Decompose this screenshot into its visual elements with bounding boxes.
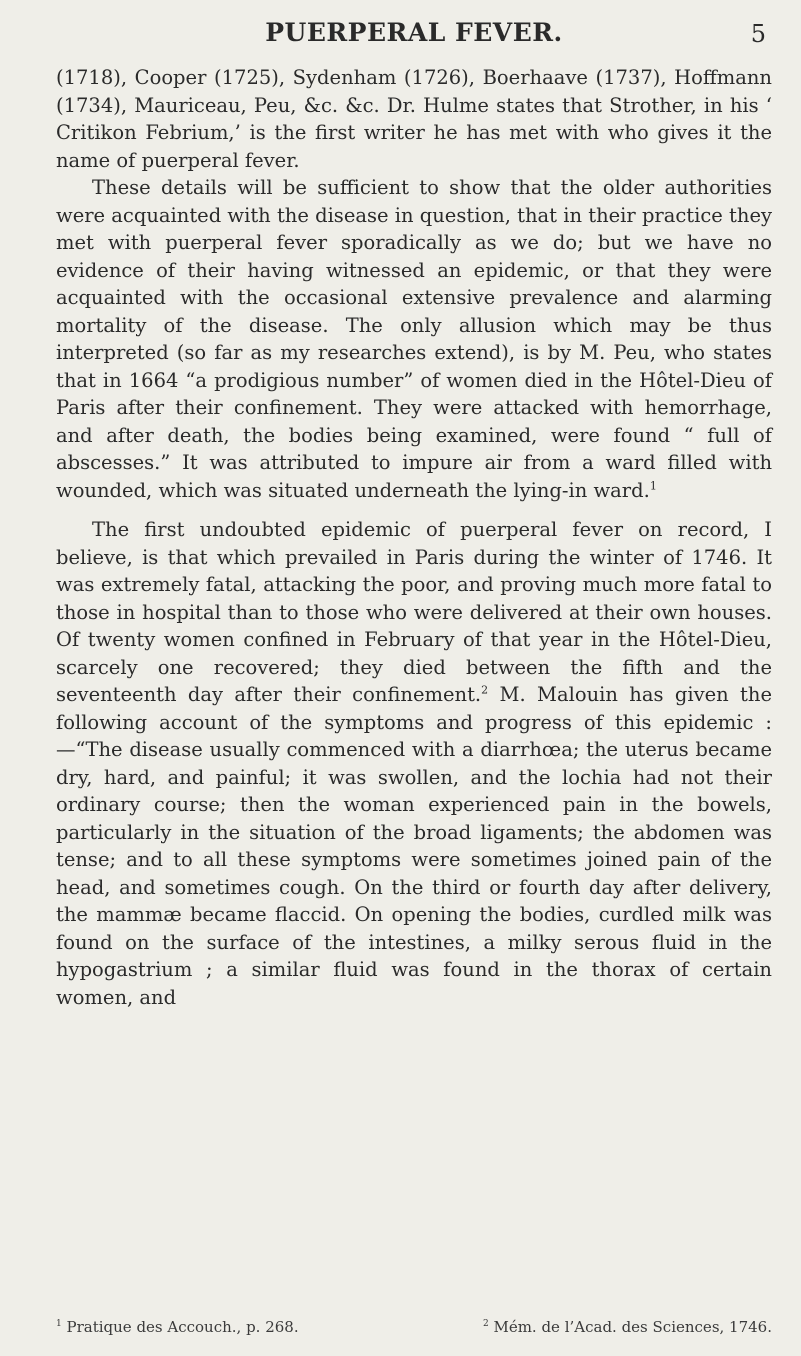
body-text [56,64,772,1011]
paragraph-2-text: These details will be sufficient to show that the older authorities were acquainted with the disease in question, that in their practice they met with puerperal fever sporadically as we do; but we have no evidence of their having witnessed an epidemic, or that they were acquainted with the occasional extensive prevalence and alarming mortality of the disease. The only allusion which may be thus interpreted (so far as my researches extend), is by M. Peu, who states that in 1664 “a prodigious number” of women died in the Hôtel-Dieu of Paris after their confinement. They were attacked with hemorrhage, and after death, the bodies being examined, were found “ full of abscesses.” It was attributed to impure air from a ward filled with wounded, which was situated underneath the lying-in ward. [56,176,772,502]
running-head [56,18,772,54]
footnote-2-text: Mém. de l’Acad. des Sciences, 1746. [488,1318,772,1336]
page-number: 5 [750,20,766,48]
paragraph-3-text-b: M. Malouin has given the following account of the symptoms and progress of this epidemic :—“The disease usually commenced with a diarrhœa; the uterus became dry, hard, and painful; it was swollen, and the lochia had not their ordinary course; then the woman experienced pain in the bowels, particularly in the situation of the broad ligaments; the abdomen was tense; and to all these symptoms were sometimes joined pain of the head, and sometimes cough. On the third or fourth day after delivery, the mammæ became flaccid. On opening the bodies, curdled milk was found on the surface of the intestines, a milky serous fluid in the hypogastrium ; a similar fluid was found in the thorax of certain women, and [56,683,772,1009]
footnote-1-text: Pratique des Accouch., p. 268. [61,1318,299,1336]
paragraph-older-authorities [56,174,772,504]
paragraph-1-text: (1718), Cooper (1725), Sydenham (1726), Boerhaave (1737), Hoffmann (1734), Mauriceau, Peu, &c. &c. Dr. Hulme states that Strother, in his ‘ Critikon Febrium,’ is the first writer he has met with who gives it the name of puerperal fever. [56,66,772,172]
footnote-1-mark: 1 [56,1319,62,1329]
footnote-2 [483,1318,772,1336]
footnote-2-mark: 2 [482,1319,489,1329]
paragraph-3-text-a: The first undoubted epidemic of puerperal fever on record, I believe, is that which prevailed in Paris during the winter of 1746. It was extremely fatal, attacking the poor, and proving much more fatal to those in hospital than to those who were delivered at their own houses. Of twenty women confined in February of that year in the Hôtel-Dieu, scarcely one recovered; they died between the fifth and the seventeenth day after their confinement. [56,518,772,706]
paragraph-continued [56,64,772,174]
footnotes [56,1318,772,1336]
footnote-ref-2: 2 [481,683,489,697]
running-title: PUERPERAL FEVER. [265,18,563,47]
paragraph-first-epidemic [56,516,772,1011]
footnote-ref-1: 1 [649,479,657,492]
footnote-1 [56,1318,299,1336]
